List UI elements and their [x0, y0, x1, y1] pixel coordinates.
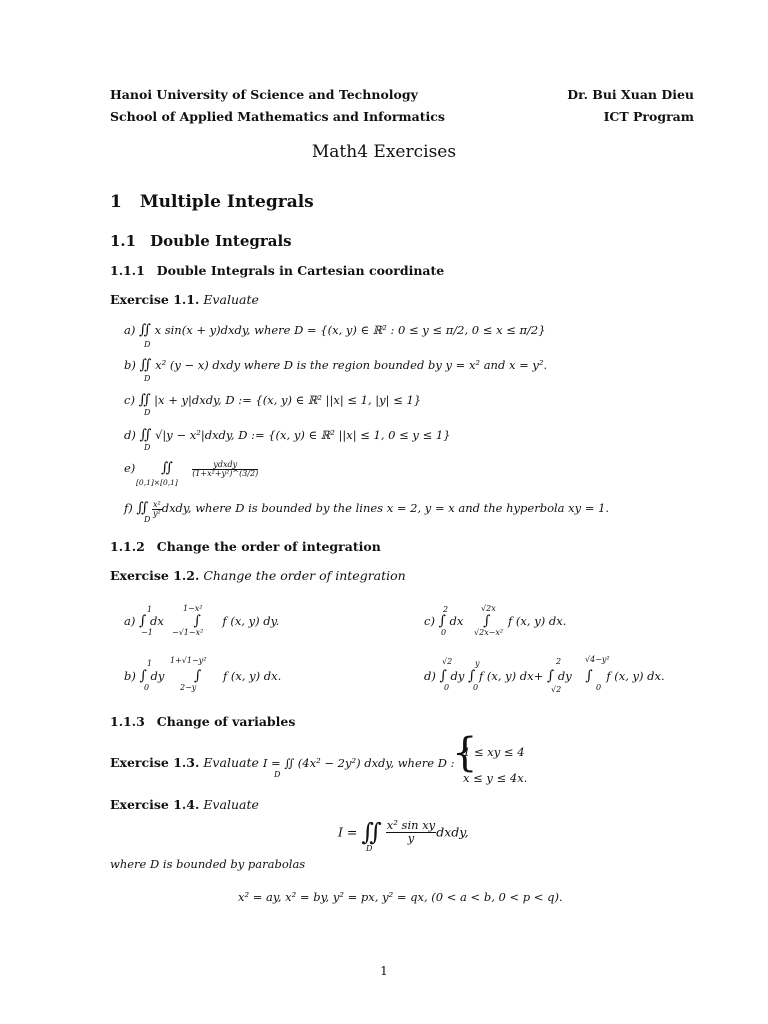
item-1-1-b: [124, 357, 547, 373]
item-label: c): [424, 614, 435, 628]
subsubsection-title: Change of variables: [156, 714, 296, 729]
item-label: b): [124, 358, 136, 372]
double-integral-icon: ∬: [139, 357, 152, 373]
integrand-fraction: [152, 501, 162, 518]
inner-lower-limit: √2x−x²: [474, 628, 504, 637]
fraction-numerator: x² sin xy: [386, 818, 436, 832]
equation-tail: dxdy,: [436, 824, 469, 840]
exercise-label: Exercise 1.2.: [110, 568, 200, 583]
display-equation: [338, 818, 469, 846]
inner-lower-limit: 2−y: [180, 683, 197, 692]
double-integral-icon: ∬: [160, 460, 173, 476]
item-label: a): [124, 323, 136, 337]
upper-limit: 1: [147, 659, 153, 668]
parabola-equations: x² = ay, x² = by, y² = px, y² = qx, (0 < a < b, 0 < p < q).: [238, 890, 563, 904]
item-1-1-a: [124, 322, 546, 338]
domain-label: D: [366, 844, 373, 853]
inner-lower-limit: 0: [473, 683, 479, 692]
lower-limit: 0: [144, 683, 150, 692]
domain-label: D: [274, 770, 281, 779]
exercise-1-4: [110, 797, 259, 812]
integral-icon: ∫: [193, 613, 201, 629]
integral-icon: ∫: [483, 613, 491, 629]
header-university: Hanoi University of Science and Technology: [110, 87, 418, 102]
inner-upper-limit: √2x: [481, 604, 496, 613]
item-text: √|y − x²|dxdy, D := {(x, y) ∈ ℝ² ||x| ≤ 1, 0 ≤ y ≤ 1}: [155, 428, 451, 442]
item-label: b): [124, 669, 136, 683]
integral-icon: ∫: [438, 613, 446, 629]
double-integral-icon: ∬: [136, 500, 149, 516]
item-text: dxdy, where D is bounded by the lines x = 2, y = x and the hyperbola xy = 1.: [161, 501, 610, 515]
double-integral-icon: ∬: [138, 392, 151, 408]
subsubsection-heading-2: [110, 539, 381, 554]
where-text: where D is bounded by parabolas: [110, 857, 306, 871]
inner-lower-limit: 0: [596, 683, 602, 692]
integral-icon: ∫: [585, 668, 593, 684]
inner-upper-limit: y: [475, 659, 480, 668]
fraction-denominator: y: [407, 830, 415, 845]
differential: dx: [449, 614, 464, 628]
exercise-instruction: Change the order of integration: [203, 568, 406, 583]
integral-icon: ∫: [439, 668, 447, 684]
upper-limit: √2: [442, 657, 453, 666]
upper-limit: 2: [443, 605, 449, 614]
item-text: x² (y − x) dxdy where D is the region bounded by y = x² and x = y².: [155, 358, 548, 372]
inner-upper-limit: 1+√1−y²: [170, 656, 207, 665]
exercise-1-3: [110, 755, 454, 770]
double-integral-icon: ∬: [139, 322, 151, 338]
domain-label: [0,1]×[0,1]: [136, 478, 178, 487]
integral-icon: ∫: [139, 613, 147, 629]
item-body: f (x, y) dy.: [222, 614, 280, 628]
exercise-instruction: Evaluate: [203, 755, 259, 770]
item-body: f (x, y) dx+: [478, 669, 544, 683]
inner-upper-limit: 1−x²: [183, 604, 203, 613]
item-body: f (x, y) dx.: [508, 614, 567, 628]
header-author: Dr. Bui Xuan Dieu: [567, 87, 694, 102]
double-integral-icon: ∬: [361, 818, 382, 846]
page-number: 1: [380, 964, 388, 978]
differential: dy: [557, 669, 572, 683]
fraction-numerator: ydxdy: [192, 461, 258, 470]
upper-limit: 1: [147, 605, 153, 614]
inner-lower-limit: −√1−x²: [172, 628, 204, 637]
subsubsection-title: Change the order of integration: [156, 539, 381, 554]
differential: dy: [150, 669, 165, 683]
header-program: ICT Program: [603, 109, 694, 124]
item-label: d): [424, 669, 436, 683]
item-body: f (x, y) dx.: [222, 669, 282, 683]
subsubsection-heading-1: [110, 263, 444, 278]
lower-limit: √2: [551, 685, 562, 694]
item-label: e): [124, 461, 136, 475]
double-integral-icon: ∬: [139, 427, 152, 443]
section-number: 1: [110, 192, 122, 212]
subsection-title: Double Integrals: [150, 232, 292, 250]
subsubsection-number: 1.1.3: [110, 714, 145, 729]
exercise-instruction: Evaluate: [203, 797, 259, 812]
integral-icon: ∫: [193, 668, 202, 684]
item-text: |x + y|dxdy, D := {(x, y) ∈ ℝ² ||x| ≤ 1, |y| ≤ 1}: [154, 393, 422, 407]
subsection-heading: [110, 232, 292, 250]
integral-icon: ∫: [467, 668, 476, 684]
subsubsection-title: Double Integrals in Cartesian coordinate: [156, 263, 445, 278]
item-body: f (x, y) dx.: [606, 669, 665, 683]
exercise-1-2: [110, 568, 406, 583]
equation-lhs: I =: [338, 824, 358, 840]
item-label: c): [124, 393, 135, 407]
lower-limit: −1: [141, 628, 153, 637]
fraction-numerator: x²: [152, 499, 161, 509]
differential: dx: [149, 614, 164, 628]
exercise-expression: I = ∬ (4x² − 2y²) dxdy, where D :: [262, 756, 455, 770]
item-1-1-e: [124, 460, 258, 478]
domain-label: D: [144, 340, 151, 349]
section-title: Multiple Integrals: [139, 192, 314, 212]
item-1-1-d: [124, 427, 451, 443]
subsubsection-heading-3: [110, 714, 295, 729]
item-1-2-d: [424, 668, 665, 684]
domain-label: D: [144, 515, 151, 524]
fraction-denominator: y²: [152, 508, 161, 518]
integral-icon: ∫: [546, 668, 555, 684]
item-1-2-b: [124, 668, 281, 684]
left-brace-icon: {: [452, 730, 478, 776]
domain-label: D: [144, 408, 151, 417]
exercise-instruction: Evaluate: [203, 292, 259, 307]
condition-2: x ≤ y ≤ 4x.: [463, 771, 528, 785]
section-heading: [110, 192, 314, 212]
item-text: x sin(x + y)dxdy, where D = {(x, y) ∈ ℝ² : 0 ≤ y ≤ π/2, 0 ≤ x ≤ π/2}: [154, 323, 546, 337]
item-1-2-a: [124, 613, 279, 629]
integral-icon: ∫: [139, 668, 147, 684]
header-school: School of Applied Mathematics and Informatics: [110, 109, 445, 124]
integrand-fraction: [192, 461, 258, 478]
condition-1: 1 ≤ xy ≤ 4: [463, 745, 525, 759]
item-1-1-f: [124, 500, 609, 518]
subsection-number: 1.1: [110, 232, 137, 250]
page-title: Math4 Exercises: [311, 142, 457, 162]
domain-label: D: [144, 443, 151, 452]
item-label: a): [124, 614, 136, 628]
exercise-label: Exercise 1.4.: [110, 797, 200, 812]
integrand-fraction: [386, 820, 436, 844]
exercise-label: Exercise 1.1.: [110, 292, 200, 307]
differential: dy: [450, 669, 465, 683]
domain-label: D: [144, 374, 151, 383]
item-1-1-c: [124, 392, 421, 408]
subsubsection-number: 1.1.1: [110, 263, 145, 278]
item-label: d): [124, 428, 136, 442]
lower-limit: 0: [441, 628, 447, 637]
item-1-2-c: [424, 613, 566, 629]
item-label: f): [124, 501, 133, 515]
lower-limit: 0: [444, 683, 450, 692]
fraction-denominator: (1+x²+y²)^(3/2): [192, 468, 259, 478]
inner-upper-limit: √4−y²: [585, 655, 610, 664]
upper-limit: 2: [556, 657, 562, 666]
subsubsection-number: 1.1.2: [110, 539, 145, 554]
exercise-1-1: [110, 292, 259, 307]
exercise-label: Exercise 1.3.: [110, 755, 200, 770]
